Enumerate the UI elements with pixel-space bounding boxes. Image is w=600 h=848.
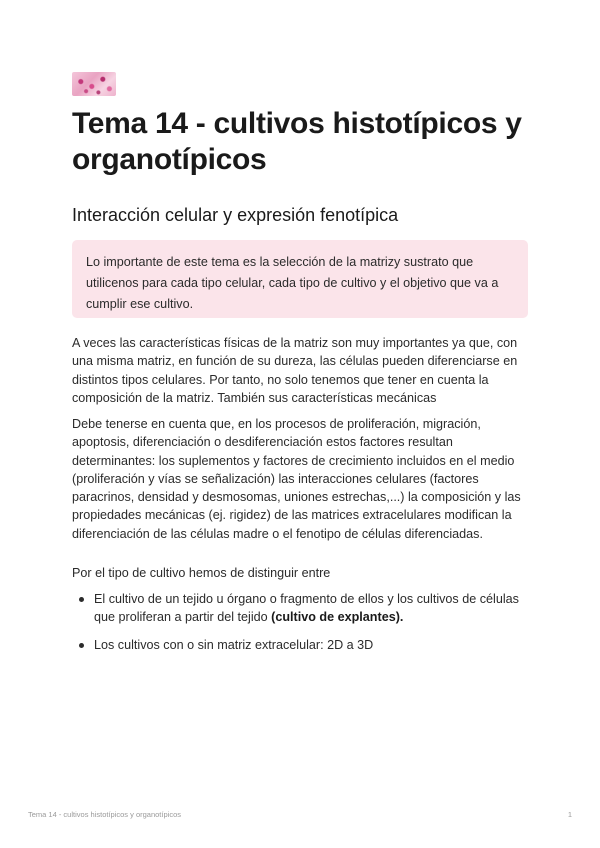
bullet-list <box>72 590 532 663</box>
page-number: 1 <box>567 810 572 819</box>
paragraph: Por el tipo de cultivo hemos de distinguir entre <box>72 566 331 580</box>
paragraph: Debe tenerse en cuenta que, en los procesos de proliferación, migración, apoptosis, diferenciación o desdiferenciación estos factores resultan determinantes: los suplementos y factores de crecimiento incluidos en el medio (proliferación y vías se señalización) las interacciones celulares (factores paracrinos, densidad y desmosomas, uniones estrechas,...) la composición y las propiedades mecánicas (ej. rigidez) de las matrices extracelulares modifican la diferenciación de las células madre o el fenotipo de células diferenciadas. <box>72 417 521 541</box>
footer-title: Tema 14 - cultivos histotípicos y organotípicos <box>28 810 181 819</box>
list-item-text: El cultivo de un tejido u órgano o fragmento de ellos y los cultivos de células que proliferan a partir del tejido <box>94 592 519 625</box>
list-item <box>72 590 532 627</box>
page-title: Tema 14 - cultivos histotípicos y organotípicos <box>72 107 522 176</box>
callout-box <box>72 240 528 318</box>
bullet-icon <box>79 597 84 602</box>
section-heading: Interacción celular y expresión fenotípica <box>72 205 399 225</box>
list-item-text: Los cultivos con o sin matriz extracelular: 2D a 3D <box>94 637 374 652</box>
list-item-bold: (cultivo de explantes). <box>271 610 404 625</box>
paragraph: A veces las características físicas de la matriz son muy importantes ya que, con una misma matriz, en función de su dureza, las células pueden diferenciarse en distintos tipos celulares. Por tanto, no solo tenemos que tener en cuenta la composición de la matriz. También sus características mecánicas <box>72 336 518 405</box>
bullet-icon <box>79 643 84 648</box>
callout-text: Lo importante de este tema es la selección de la matrizy sustrato que utilicenos para cada tipo celular, cada tipo de cultivo y el objetivo que va a cumplir ese cultivo. <box>86 255 499 311</box>
cover-image <box>72 72 116 96</box>
list-item <box>72 636 532 654</box>
